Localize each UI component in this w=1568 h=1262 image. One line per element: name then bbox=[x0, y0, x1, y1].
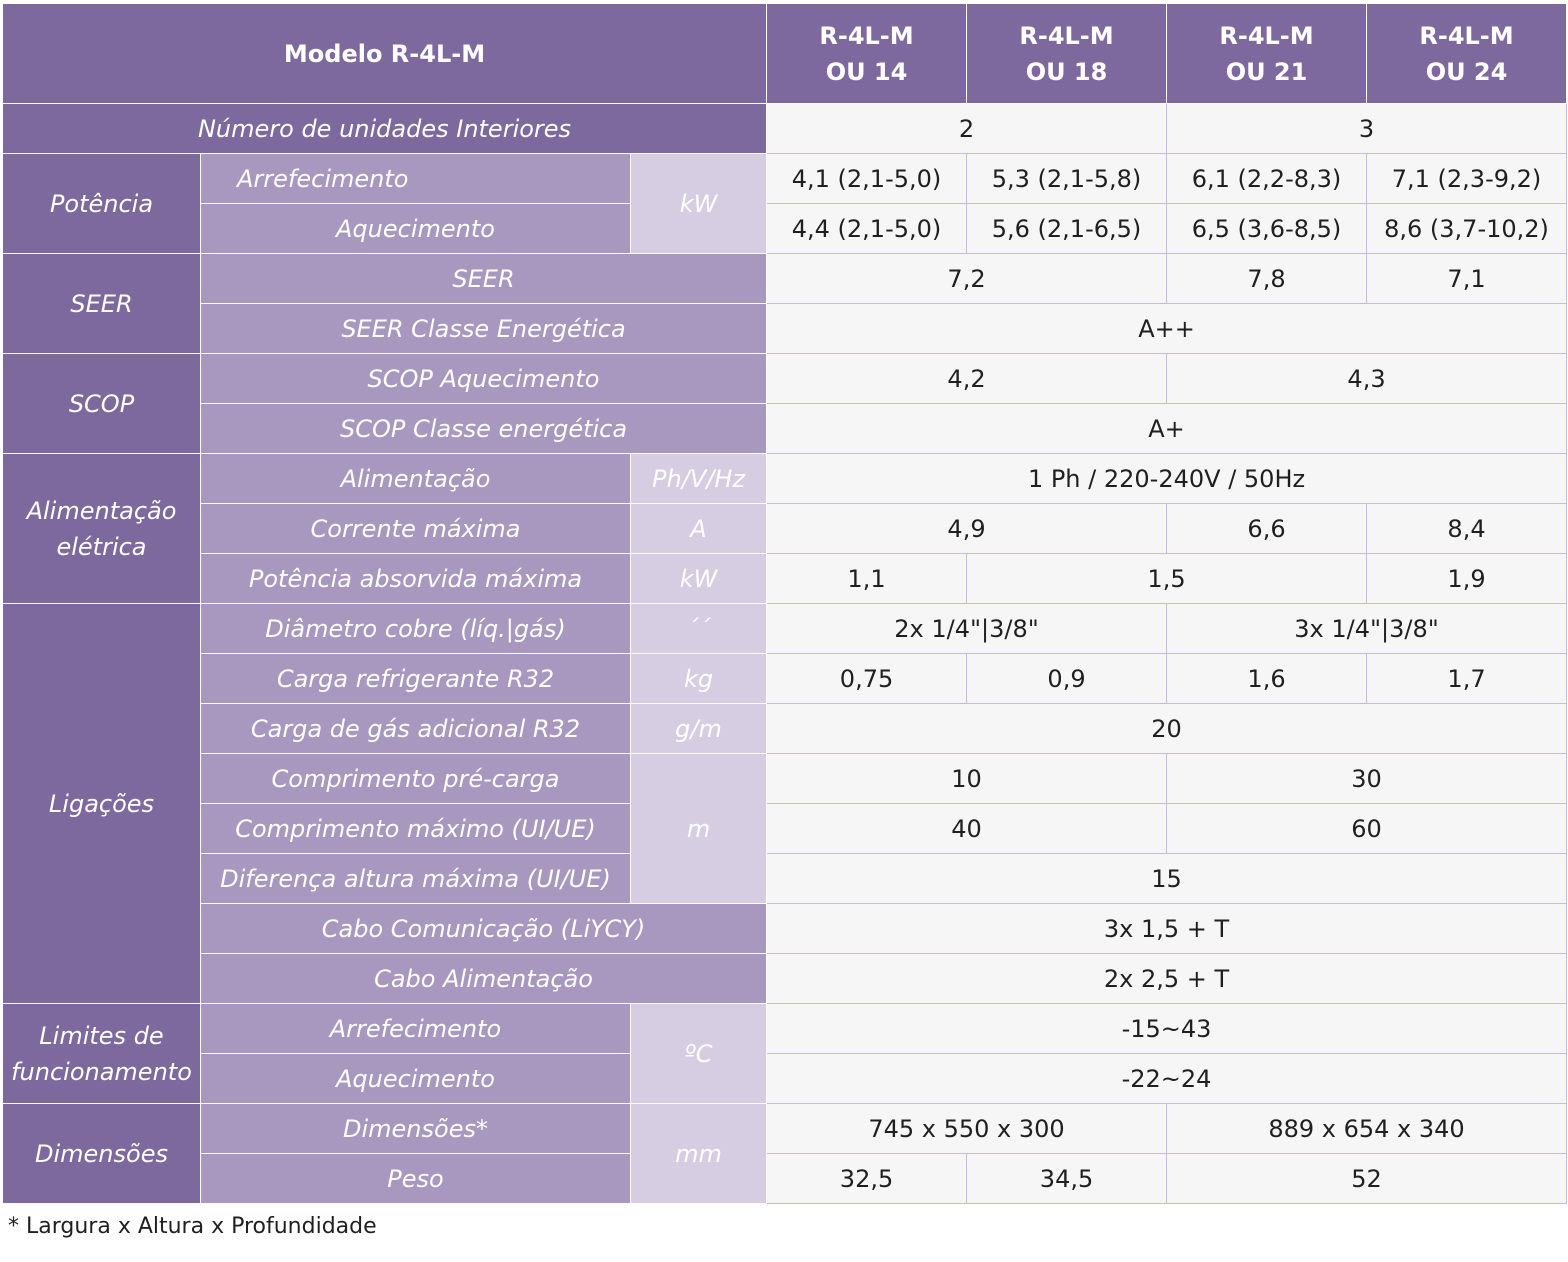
group-label-limites: Limites de funcionamento bbox=[3, 1004, 201, 1104]
value-cell: 1,6 bbox=[1167, 654, 1367, 704]
table-row bbox=[3, 104, 1567, 154]
value-cell: 4,9 bbox=[767, 504, 1167, 554]
value-cell: 30 bbox=[1167, 754, 1567, 804]
unit-cell: kg bbox=[631, 654, 767, 704]
table-title: Modelo R-4L-M bbox=[3, 4, 767, 104]
spec-table bbox=[2, 3, 1567, 1204]
group-label-potencia: Potência bbox=[3, 154, 201, 254]
table-row bbox=[3, 404, 1567, 454]
row-label: SCOP Aquecimento bbox=[201, 354, 767, 404]
model-header-ou21 bbox=[1167, 4, 1367, 104]
row-label: Cabo Alimentação bbox=[201, 954, 767, 1004]
value-cell: A++ bbox=[767, 304, 1567, 354]
value-cell: 20 bbox=[767, 704, 1567, 754]
table-row bbox=[3, 704, 1567, 754]
row-label: Potência absorvida máxima bbox=[201, 554, 631, 604]
value-cell: 4,1 (2,1-5,0) bbox=[767, 154, 967, 204]
value-cell: 2 bbox=[767, 104, 1167, 154]
row-label: Aquecimento bbox=[201, 204, 631, 254]
value-cell: 34,5 bbox=[967, 1154, 1167, 1204]
row-label: Carga de gás adicional R32 bbox=[201, 704, 631, 754]
value-cell: 1,5 bbox=[967, 554, 1367, 604]
value-cell: 6,1 (2,2-8,3) bbox=[1167, 154, 1367, 204]
table-row bbox=[3, 1154, 1567, 1204]
value-cell: 3 bbox=[1167, 104, 1567, 154]
value-cell: 7,1 bbox=[1367, 254, 1567, 304]
group-label-ligacoes: Ligações bbox=[3, 604, 201, 1004]
row-label: Aquecimento bbox=[201, 1054, 631, 1104]
value-cell: 2x 1/4"|3/8" bbox=[767, 604, 1167, 654]
table-row bbox=[3, 354, 1567, 404]
table-row bbox=[3, 454, 1567, 504]
table-row bbox=[3, 154, 1567, 204]
value-cell: -22~24 bbox=[767, 1054, 1567, 1104]
value-cell: 1,7 bbox=[1367, 654, 1567, 704]
table-row bbox=[3, 1054, 1567, 1104]
model-header-ou18 bbox=[967, 4, 1167, 104]
row-label: SEER Classe Energética bbox=[201, 304, 767, 354]
value-cell: 8,6 (3,7-10,2) bbox=[1367, 204, 1567, 254]
group-label-dimensoes: Dimensões bbox=[3, 1104, 201, 1204]
unit-cell: A bbox=[631, 504, 767, 554]
model-name: R-4L-M bbox=[1419, 21, 1514, 50]
table-row bbox=[3, 504, 1567, 554]
value-cell: 3x 1/4"|3/8" bbox=[1167, 604, 1567, 654]
table-row bbox=[3, 904, 1567, 954]
row-label: Peso bbox=[201, 1154, 631, 1204]
row-label: Comprimento máximo (UI/UE) bbox=[201, 804, 631, 854]
value-cell: 15 bbox=[767, 854, 1567, 904]
value-cell: 8,4 bbox=[1367, 504, 1567, 554]
value-cell: 3x 1,5 + T bbox=[767, 904, 1567, 954]
value-cell: A+ bbox=[767, 404, 1567, 454]
row-label: Diferença altura máxima (UI/UE) bbox=[201, 854, 631, 904]
model-code: OU 14 bbox=[825, 57, 908, 86]
unit-cell: mm bbox=[631, 1104, 767, 1204]
table-row bbox=[3, 554, 1567, 604]
value-cell: 60 bbox=[1167, 804, 1567, 854]
model-header-ou14 bbox=[767, 4, 967, 104]
row-label: SEER bbox=[201, 254, 767, 304]
value-cell: 4,3 bbox=[1167, 354, 1567, 404]
row-label: Arrefecimento bbox=[201, 1004, 631, 1054]
model-name: R-4L-M bbox=[1019, 21, 1114, 50]
row-label: Carga refrigerante R32 bbox=[201, 654, 631, 704]
value-cell: 1,9 bbox=[1367, 554, 1567, 604]
model-header-ou24 bbox=[1367, 4, 1567, 104]
value-cell: 40 bbox=[767, 804, 1167, 854]
table-row bbox=[3, 954, 1567, 1004]
value-cell: 4,2 bbox=[767, 354, 1167, 404]
row-label: Corrente máxima bbox=[201, 504, 631, 554]
value-cell: 5,6 (2,1-6,5) bbox=[967, 204, 1167, 254]
unit-cell: g/m bbox=[631, 704, 767, 754]
value-cell: 4,4 (2,1-5,0) bbox=[767, 204, 967, 254]
model-code: OU 18 bbox=[1025, 57, 1108, 86]
header-row bbox=[3, 4, 1567, 104]
table-row bbox=[3, 604, 1567, 654]
table-row bbox=[3, 654, 1567, 704]
value-cell: 10 bbox=[767, 754, 1167, 804]
value-cell: 6,5 (3,6-8,5) bbox=[1167, 204, 1367, 254]
unit-cell: kW bbox=[631, 554, 767, 604]
row-label: Dimensões* bbox=[201, 1104, 631, 1154]
group-label-alimentacao: Alimentação elétrica bbox=[3, 454, 201, 604]
table-row bbox=[3, 804, 1567, 854]
value-cell: 7,8 bbox=[1167, 254, 1367, 304]
table-row bbox=[3, 304, 1567, 354]
unit-cell: ºC bbox=[631, 1004, 767, 1104]
row-label-unidades: Número de unidades Interiores bbox=[3, 104, 767, 154]
value-cell: 32,5 bbox=[767, 1154, 967, 1204]
unit-cell: m bbox=[631, 754, 767, 904]
table-row bbox=[3, 1104, 1567, 1154]
value-cell: 889 x 654 x 340 bbox=[1167, 1104, 1567, 1154]
value-cell: 7,2 bbox=[767, 254, 1167, 304]
table-row bbox=[3, 754, 1567, 804]
unit-cell: Ph/V/Hz bbox=[631, 454, 767, 504]
unit-cell: ´´ bbox=[631, 604, 767, 654]
row-label: Diâmetro cobre (líq.|gás) bbox=[201, 604, 631, 654]
value-cell: -15~43 bbox=[767, 1004, 1567, 1054]
row-label: Comprimento pré-carga bbox=[201, 754, 631, 804]
row-label: Alimentação bbox=[201, 454, 631, 504]
value-cell: 745 x 550 x 300 bbox=[767, 1104, 1167, 1154]
value-cell: 0,75 bbox=[767, 654, 967, 704]
value-cell: 0,9 bbox=[967, 654, 1167, 704]
group-label-seer: SEER bbox=[3, 254, 201, 354]
value-cell: 6,6 bbox=[1167, 504, 1367, 554]
table-row bbox=[3, 204, 1567, 254]
value-cell: 1,1 bbox=[767, 554, 967, 604]
unit-cell: kW bbox=[631, 154, 767, 254]
row-label: SCOP Classe energética bbox=[201, 404, 767, 454]
row-label: Arrefecimento bbox=[201, 154, 631, 204]
value-cell: 5,3 (2,1-5,8) bbox=[967, 154, 1167, 204]
model-code: OU 21 bbox=[1225, 57, 1308, 86]
footnote: * Largura x Altura x Profundidade bbox=[8, 1214, 377, 1239]
row-label: Cabo Comunicação (LiYCY) bbox=[201, 904, 767, 954]
value-cell: 52 bbox=[1167, 1154, 1567, 1204]
model-code: OU 24 bbox=[1425, 57, 1508, 86]
value-cell: 7,1 (2,3-9,2) bbox=[1367, 154, 1567, 204]
table-row bbox=[3, 1004, 1567, 1054]
value-cell: 2x 2,5 + T bbox=[767, 954, 1567, 1004]
group-label-scop: SCOP bbox=[3, 354, 201, 454]
value-cell: 1 Ph / 220-240V / 50Hz bbox=[767, 454, 1567, 504]
model-name: R-4L-M bbox=[819, 21, 914, 50]
table-row bbox=[3, 854, 1567, 904]
model-name: R-4L-M bbox=[1219, 21, 1314, 50]
table-row bbox=[3, 254, 1567, 304]
